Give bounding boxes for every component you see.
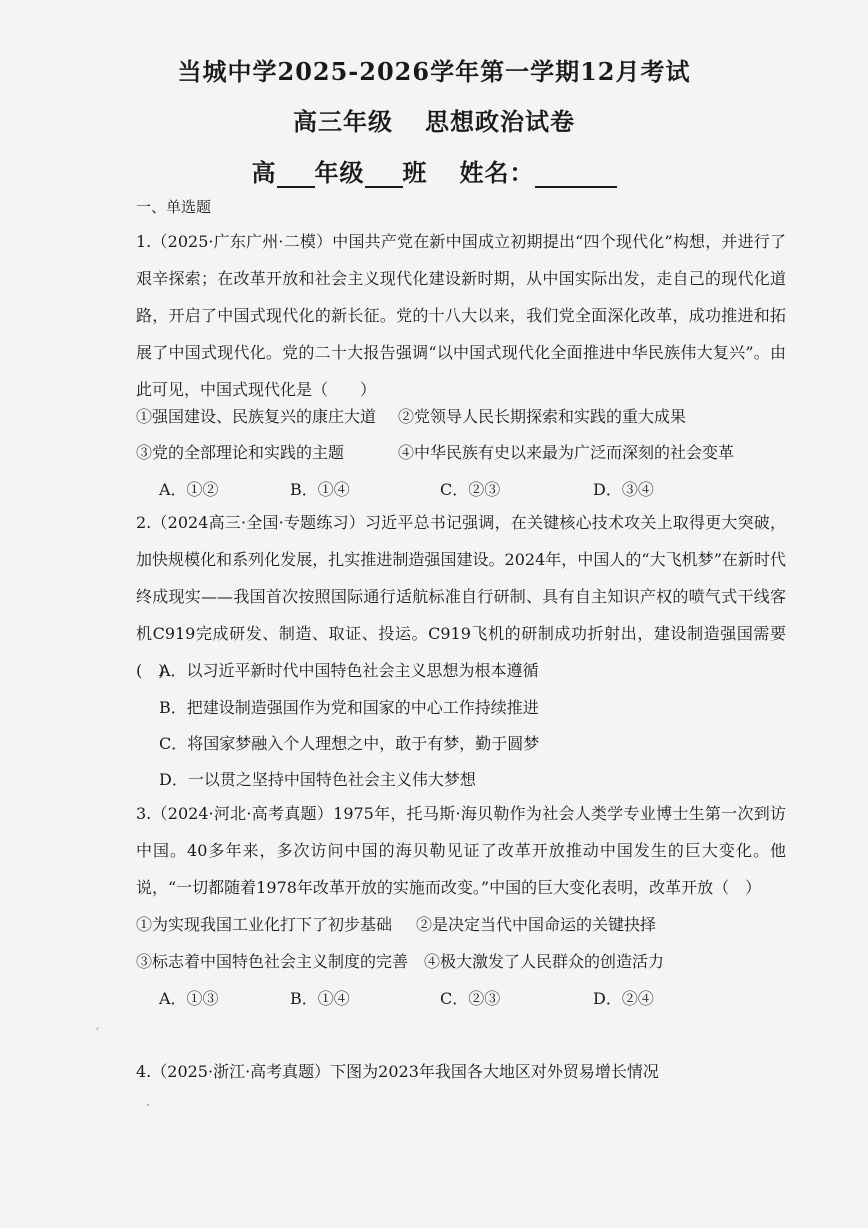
- q3-option-d[interactable]: D．②④: [593, 989, 654, 1008]
- q1-statement-2: ②党领导人民长期探索和实践的重大成果: [398, 407, 687, 426]
- question-1-stem: 1.（2025·广东广州·二模）中国共产党在新中国成立初期提出“四个现代化”构想，并进行了艰辛探索；在改革开放和社会主义现代化建设新时期，从中国实际出发，走自己的现代化道路，开启了中国式现代化的新长征。党的十八大以来，我们党全面深化改革，成功推进和拓展了中国式现代化。党的二十大报告强调“以中国式现代化全面推进中华民族伟大复兴”。由此可见，中国式现代化是（ ）: [136, 232, 786, 399]
- info-gao: 高: [251, 158, 277, 187]
- grade-blank[interactable]: [277, 164, 315, 188]
- q2-option-c[interactable]: C．将国家梦融入个人理想之中，敢于有梦，勤于圆梦: [159, 734, 540, 753]
- info-name: 姓名：: [459, 158, 535, 187]
- subtitle-grade: 高三年级: [293, 107, 393, 136]
- student-info-line: [0, 153, 868, 188]
- section-title: 一、单选题: [136, 198, 212, 216]
- q1-option-a[interactable]: A．①②: [159, 480, 219, 499]
- scan-speck: ′: [96, 1026, 100, 1042]
- q3-option-b[interactable]: B．①④: [290, 989, 350, 1008]
- q3-statement-4: ④极大激发了人民群众的创造活力: [424, 952, 665, 971]
- q1-statement-4: ④中华民族有史以来最为广泛而深刻的社会变革: [398, 443, 735, 462]
- q1-option-b[interactable]: B．①④: [290, 480, 350, 499]
- q3-statement-2: ②是决定当代中国命运的关键抉择: [416, 915, 657, 934]
- question-4-stem: 4.（2025·浙江·高考真题）下图为2023年我国各大地区对外贸易增长情况: [136, 1062, 659, 1081]
- q2-option-d[interactable]: D．一以贯之坚持中国特色社会主义伟大梦想: [159, 770, 476, 789]
- q3-option-c[interactable]: C．②③: [440, 989, 501, 1008]
- q1-option-c[interactable]: C．②③: [440, 480, 501, 499]
- q3-option-a[interactable]: A．①③: [159, 989, 219, 1008]
- q3-statement-1: ①为实现我国工业化打下了初步基础: [136, 915, 393, 934]
- exam-title: 当城中学2025-2026学年第一学期12月考试: [177, 57, 691, 86]
- class-blank[interactable]: [365, 164, 403, 188]
- info-grade: 年级: [314, 158, 365, 187]
- question-2-stem: 2.（2024高三·全国·专题练习）习近平总书记强调，在关键核心技术攻关上取得更大突破，加快规模化和系列化发展，扎实推进制造强国建设。2024年，中国人的“大飞机梦”在新时代终成现实——我国首次按照国际通行适航标准自行研制、具有自主知识产权的喷气式干线客机C919完成研发、制造、取证、投运。C919飞机的研制成功折射出，建设制造强国需要( ): [136, 513, 786, 680]
- q1-statement-3: ③党的全部理论和实践的主题: [136, 443, 345, 462]
- subtitle-subject: 思想政治试卷: [425, 107, 575, 136]
- question-3-stem: 3.（2024·河北·高考真题）1975年，托马斯·海贝勒作为社会人类学专业博士生第一次到访中国。40多年来，多次访问中国的海贝勒见证了改革开放推动中国发生的巨大变化。他说，“一切都随着1978年改革开放的实施而改变。”中国的巨大变化表明，改革开放（ ）: [136, 804, 786, 897]
- exam-subtitle: [0, 102, 868, 137]
- q2-option-b[interactable]: B．把建设制造强国作为党和国家的中心工作持续推进: [159, 698, 539, 717]
- scan-speck: ·: [146, 1098, 151, 1114]
- name-blank[interactable]: [535, 164, 617, 188]
- info-class: 班: [402, 158, 428, 187]
- q1-statement-1: ①强国建设、民族复兴的康庄大道: [136, 407, 377, 426]
- q2-option-a[interactable]: A．以习近平新时代中国特色社会主义思想为根本遵循: [159, 661, 539, 680]
- q1-option-d[interactable]: D．③④: [593, 480, 654, 499]
- q3-statement-3: ③标志着中国特色社会主义制度的完善: [136, 952, 409, 971]
